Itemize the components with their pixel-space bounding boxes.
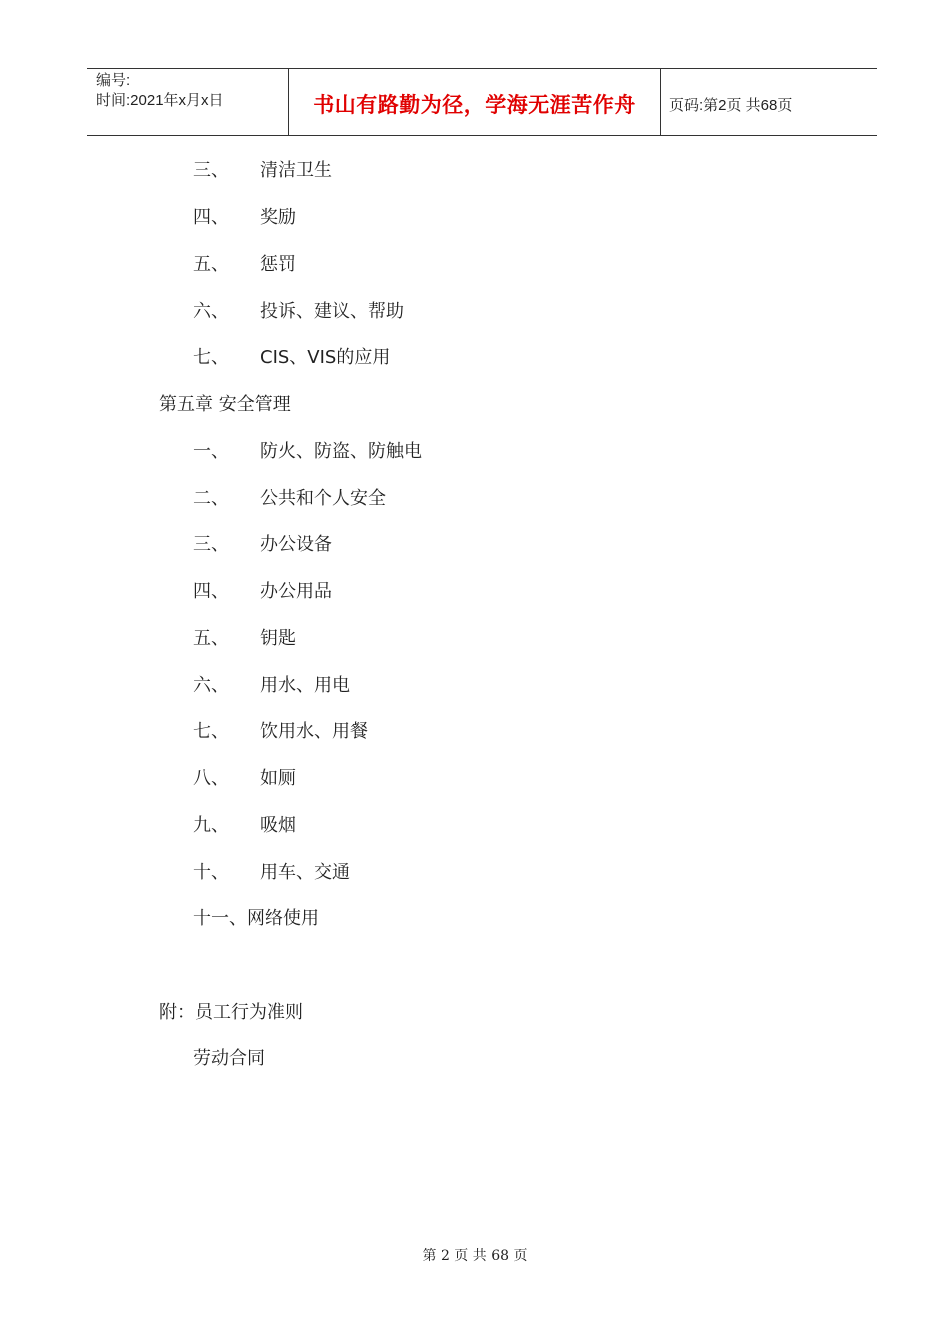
time-label: 时间:2021年x月x日	[96, 92, 224, 109]
header-page-cell	[661, 69, 877, 135]
toc-item-number: 三、	[193, 534, 229, 555]
page-header	[87, 68, 877, 136]
toc-item-label: 公共和个人安全	[260, 488, 386, 509]
toc-item-number: 八、	[193, 768, 229, 789]
toc-item-label: CIS、VIS的应用	[260, 347, 391, 368]
toc-item-label: 饮用水、用餐	[260, 721, 368, 742]
appendix-item: 劳动合同	[193, 1048, 265, 1069]
toc-item-number: 三、	[193, 160, 229, 181]
toc-item-label: 办公用品	[260, 581, 332, 602]
toc-item-number: 四、	[193, 581, 229, 602]
toc-item-number: 十、	[193, 862, 229, 883]
header-motto-cell	[288, 69, 661, 135]
toc-item-number: 五、	[193, 254, 229, 275]
toc-item-network: 十一、网络使用	[193, 908, 319, 929]
toc-item-number: 四、	[193, 207, 229, 228]
chapter-heading: 第五章 安全管理	[159, 394, 291, 415]
toc-item-label: 办公设备	[260, 534, 332, 555]
toc-item-number: 七、	[193, 721, 229, 742]
toc-item-number: 六、	[193, 301, 229, 322]
toc-item-label: 如厕	[260, 768, 296, 789]
toc-item-label: 投诉、建议、帮助	[260, 301, 404, 322]
toc-item-number: 七、	[193, 347, 229, 368]
toc-item-number: 六、	[193, 675, 229, 696]
toc-item-label: 清洁卫生	[260, 160, 332, 181]
appendix-heading: 附：员工行为准则	[159, 1002, 303, 1023]
toc-item-label: 吸烟	[260, 815, 296, 836]
toc-item-label: 用水、用电	[260, 675, 350, 696]
page-footer: 第 2 页 共 68 页	[422, 1248, 528, 1264]
toc-item-number: 二、	[193, 488, 229, 509]
toc-item-number: 五、	[193, 628, 229, 649]
motto-text: 书山有路勤为径，学海无涯苦作舟	[313, 93, 636, 117]
toc-item-number: 一、	[193, 441, 229, 462]
toc-item-label: 防火、防盗、防触电	[260, 441, 422, 462]
page-number-label: 页码:第2页 共68页	[669, 96, 793, 114]
header-meta	[87, 69, 288, 135]
toc-item-label: 钥匙	[260, 628, 296, 649]
toc-item-label: 用车、交通	[260, 862, 350, 883]
toc-item-label: 奖励	[260, 207, 296, 228]
toc-item-number: 九、	[193, 815, 229, 836]
toc-item-label: 惩罚	[260, 254, 296, 275]
serial-label: 编号:	[96, 72, 131, 89]
